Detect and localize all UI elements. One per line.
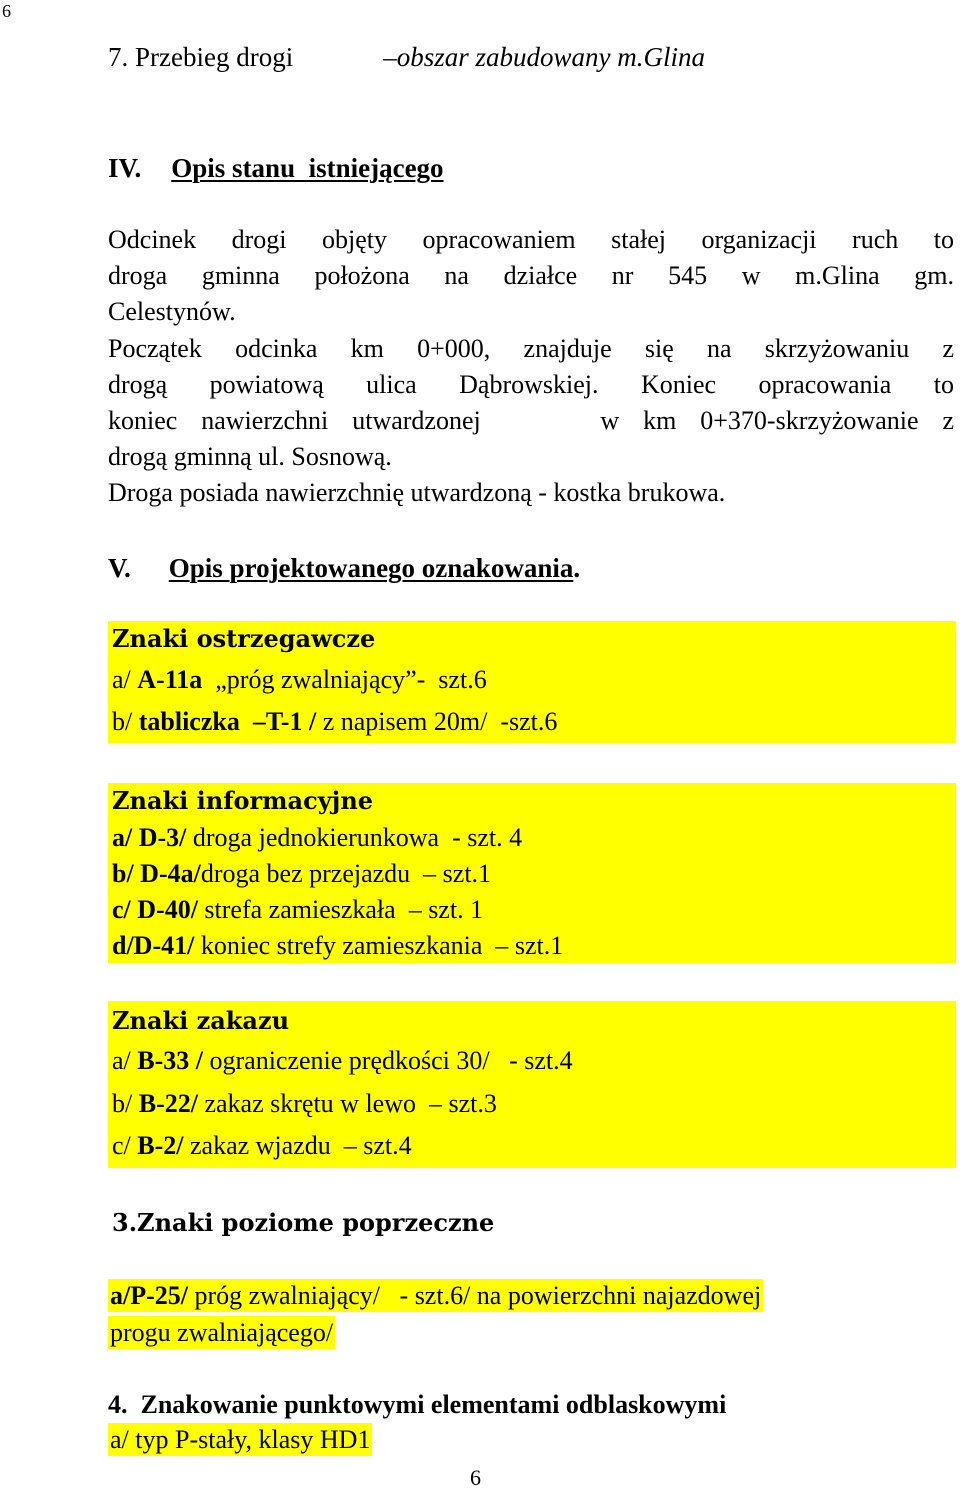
item-prefix: b/ xyxy=(112,1089,139,1118)
reflective-item: a/ typ P-stały, klasy HD1 xyxy=(110,1425,371,1454)
body-line: Odcinek drogi objęty opracowaniem stałej organizacji ruch to xyxy=(108,225,954,254)
sign-code: d/D-41/ xyxy=(112,931,195,960)
prohibition-sign-item xyxy=(112,1043,573,1079)
sign-description: z napisem 20m/ -szt.6 xyxy=(316,707,558,736)
section-7-heading xyxy=(108,38,705,76)
top-page-number: 6 xyxy=(2,1,11,21)
sign-code: c/ D-40/ xyxy=(112,895,198,924)
prohibition-sign-item xyxy=(112,1128,412,1164)
sign-code: B-33 / xyxy=(137,1046,203,1075)
section-4-body xyxy=(108,222,954,512)
prohibition-signs-heading: Znaki zakazu xyxy=(112,1006,290,1035)
body-line: drogą gminną ul. Sosnową. xyxy=(108,442,392,472)
body-line: droga gminna położona na działce nr 545 w m.Glina gm. xyxy=(108,261,954,291)
warning-sign-item xyxy=(112,662,487,698)
reflective-line xyxy=(108,1422,372,1458)
body-line: drogą powiatową ulica Dąbrowskiej. Koniec opracowania to xyxy=(108,369,954,399)
section-7-location: –obszar zabudowany m.Glina xyxy=(383,42,705,72)
item-prefix: a/ xyxy=(112,665,138,694)
sign-description: droga bez przejazdu – szt.1 xyxy=(200,859,492,888)
mark-description: próg zwalniający/ - szt.6/ na powierzchni najazdowej xyxy=(188,1281,762,1310)
sign-description: droga jednokierunkowa - szt. 4 xyxy=(186,823,523,852)
section-5-heading xyxy=(108,549,580,587)
body-line: koniec nawierzchni utwardzonej w km 0+370-skrzyżowanie z xyxy=(108,406,954,436)
info-sign-item xyxy=(112,928,563,964)
info-sign-item xyxy=(112,820,522,856)
body-line: Droga posiada nawierzchnię utwardzoną - kostka brukowa. xyxy=(108,478,726,508)
info-sign-item xyxy=(112,892,483,928)
bottom-page-number: 6 xyxy=(470,1465,481,1490)
sign-code: B-22/ xyxy=(138,1089,198,1118)
reflective-heading: 4. Znakowanie punktowymi elementami odblaskowymi xyxy=(108,1390,727,1419)
warning-sign-item xyxy=(112,704,557,740)
sign-code: tabliczka –T-1 / xyxy=(138,707,317,736)
horizontal-mark-line xyxy=(108,1278,763,1314)
sign-code: a/ D-3/ xyxy=(112,823,187,852)
item-prefix: a/ xyxy=(112,1046,138,1075)
section-4-title: Opis stanu istniejącego xyxy=(171,153,444,183)
info-signs-heading: Znaki informacyjne xyxy=(112,786,374,815)
sign-code: A-11a xyxy=(137,665,203,694)
sign-description: „próg zwalniający”- szt.6 xyxy=(202,665,487,694)
sign-description: zakaz wjazdu – szt.4 xyxy=(183,1131,412,1160)
info-sign-item xyxy=(112,856,491,892)
section-5-title: Opis projektowanego oznakowania xyxy=(168,553,574,583)
sign-code: b/ D-4a/ xyxy=(112,859,201,888)
body-line: Początek odcinka km 0+000, znajduje się na skrzyżowaniu z xyxy=(108,333,954,363)
warning-signs-heading: Znaki ostrzegawcze xyxy=(112,624,376,653)
horizontal-marks-heading: 3.Znaki poziome poprzeczne xyxy=(112,1208,495,1237)
item-prefix: b/ xyxy=(112,707,139,736)
section-4-number: IV. xyxy=(108,153,142,183)
mark-description-continued: progu zwalniającego/ xyxy=(110,1318,334,1347)
body-line: Celestynów. xyxy=(108,297,236,327)
sign-description: zakaz skrętu w lewo – szt.3 xyxy=(197,1089,497,1118)
sign-code: B-2/ xyxy=(137,1131,184,1160)
section-5-title-end: . xyxy=(573,553,581,583)
item-prefix: c/ xyxy=(112,1131,138,1160)
sign-description: strefa zamieszkała – szt. 1 xyxy=(197,895,484,924)
sign-description: koniec strefy zamieszkania – szt.1 xyxy=(194,931,564,960)
prohibition-sign-item xyxy=(112,1086,497,1122)
section-5-number: V. xyxy=(108,553,131,583)
section-7-title: 7. Przebieg drogi xyxy=(108,42,294,72)
mark-code: a/P-25/ xyxy=(110,1281,188,1310)
horizontal-mark-line-2 xyxy=(108,1315,335,1351)
sign-description: ograniczenie prędkości 30/ - szt.4 xyxy=(203,1046,573,1075)
section-4-heading xyxy=(108,149,444,187)
